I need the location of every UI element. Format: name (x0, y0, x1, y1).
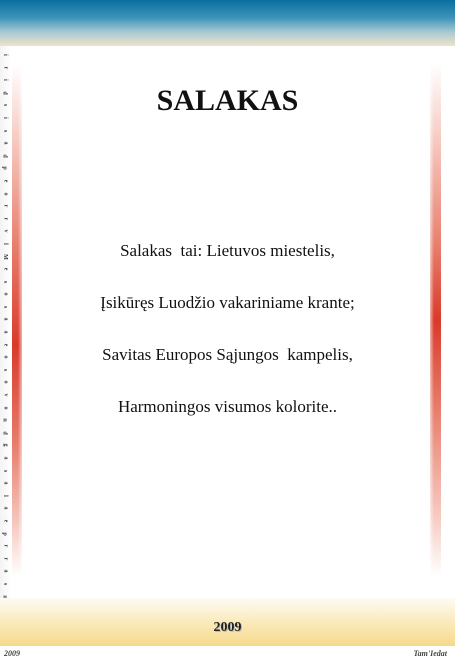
corner-author: Tam'Iedat (413, 649, 447, 658)
side-letter: s (2, 582, 8, 586)
verse-line-4: Harmoningos visumos kolorite.. (117, 397, 338, 416)
side-letter: r (1, 544, 8, 548)
right-decorative-bar (430, 64, 441, 576)
side-letter: v (2, 393, 8, 397)
side-letter: s (2, 280, 8, 283)
side-letter: e (1, 267, 8, 271)
side-letter: r (1, 217, 8, 221)
side-letter: l (1, 494, 8, 497)
side-letter: o (2, 380, 8, 384)
side-letter: r (1, 66, 8, 69)
side-letter: v (2, 229, 8, 233)
side-letter: r (1, 204, 8, 208)
side-letter: e (1, 179, 8, 183)
side-letter: d (2, 154, 8, 158)
vertical-letter-column (0, 52, 10, 600)
side-letter: d (2, 91, 8, 95)
left-decorative-bar (12, 64, 22, 576)
verse-line-1: Salakas tai: Lietuvos miestelis, (120, 241, 335, 260)
side-letter: e (1, 519, 8, 523)
side-letter: i (1, 54, 8, 56)
verse-line-3: Savitas Europos Sąjungos kampelis, (102, 345, 353, 364)
side-letter: a (2, 456, 8, 460)
side-letter: o (2, 406, 8, 410)
side-letter: s (2, 469, 8, 472)
side-letter: p (2, 531, 8, 536)
side-letter: e (1, 343, 8, 346)
header-banner (0, 0, 455, 46)
side-letter: n (2, 594, 8, 599)
side-letter: s (2, 368, 8, 372)
side-letter: a (2, 569, 8, 573)
side-letter: l (1, 243, 8, 245)
side-letter: o (2, 292, 8, 296)
side-letter: r (1, 557, 8, 561)
side-letter: s (2, 129, 8, 132)
side-letter: a (2, 506, 8, 510)
side-letter: i (1, 117, 8, 119)
side-letter: M (1, 253, 8, 260)
side-letter: a (2, 317, 8, 321)
side-letter: g (2, 443, 8, 447)
side-letter: d (2, 431, 8, 435)
footer-year: 2009 (213, 620, 242, 635)
side-letter: a (2, 330, 8, 334)
side-letter: i (1, 79, 8, 82)
side-letter: s (2, 104, 8, 107)
page-title: SALAKAS (156, 84, 299, 117)
side-letter: o (2, 355, 8, 359)
side-letter: p (2, 166, 8, 171)
side-letter: a (2, 481, 8, 485)
side-letter: s (2, 305, 8, 309)
side-letter: o (2, 192, 8, 196)
corner-year: 2009 (4, 649, 20, 658)
side-letter: a (2, 141, 8, 145)
verse-line-2: Įsikūręs Luodžio vakariniame krante; (100, 293, 355, 312)
side-letter: n (2, 418, 8, 422)
